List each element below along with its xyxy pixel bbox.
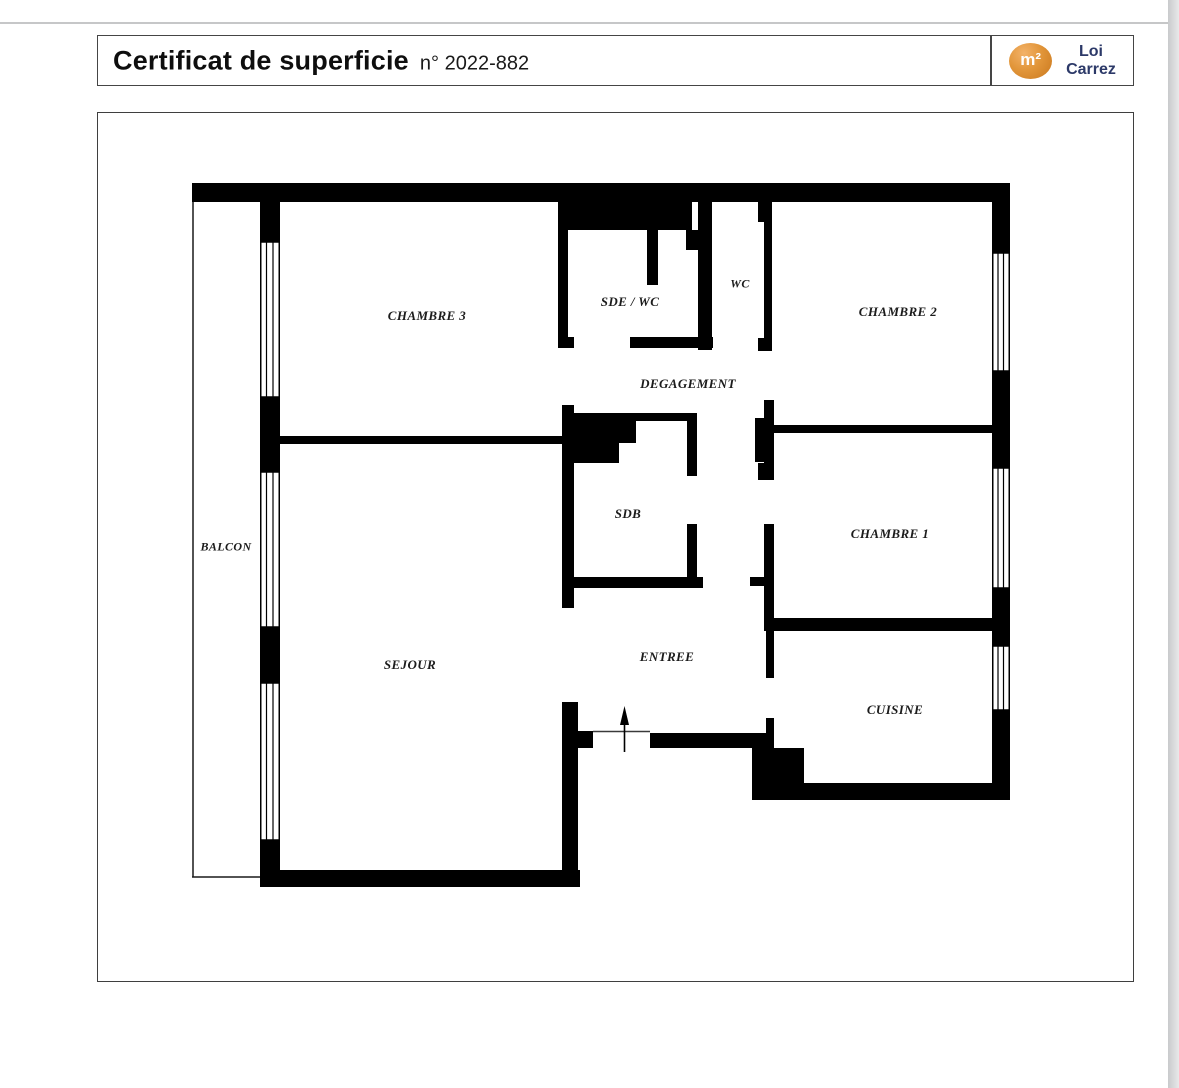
room-label-chambre-1: CHAMBRE 1 (850, 526, 930, 541)
room-label-cuisine: CUISINE (866, 702, 924, 717)
carrez-text: Carrez (1066, 60, 1116, 78)
room-label-degagement: DEGAGEMENT (640, 376, 736, 391)
loi-text: Loi (1079, 42, 1103, 60)
room-label-sejour: SEJOUR (383, 657, 437, 672)
m2-symbol: m² (1020, 50, 1041, 69)
entry-arrow-icon (620, 706, 629, 752)
room-label-chambre-3: CHAMBRE 3 (387, 308, 467, 323)
page-title: Certificat de superficie (113, 45, 409, 75)
certificate-number: n° 2022-882 (419, 52, 530, 74)
room-label-wc: WC (730, 276, 750, 291)
room-label-sde-wc: SDE / WC (600, 294, 660, 309)
room-label-sdb: SDB (614, 506, 642, 521)
room-label-entree: ENTREE (639, 649, 695, 664)
room-label-balcon: BALCON (200, 539, 252, 554)
room-label-chambre-2: CHAMBRE 2 (858, 304, 938, 319)
